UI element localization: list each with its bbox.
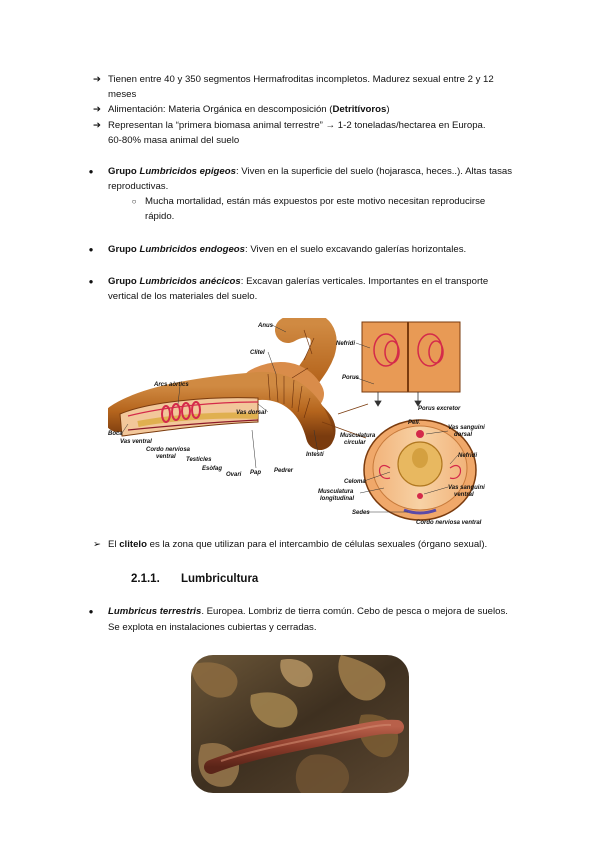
- label-pap: Pap: [250, 470, 262, 476]
- list-item: [108, 73, 494, 87]
- group-text: : Viven en la superficie del suelo (hojarasca, heces..). Altas tasas: [235, 166, 513, 177]
- label-musc-circular: Musculatura: [340, 433, 376, 439]
- group-name: Lumbricidos anécicos: [139, 276, 241, 287]
- label-musc-long: Musculatura: [318, 489, 354, 495]
- group-anecicos: [108, 275, 488, 289]
- label-ovari: Ovari: [226, 472, 242, 478]
- sub-bullet: ○: [131, 197, 137, 206]
- list-item-text: Representan la “primera biomasa animal terrestre” → 1-2 toneladas/hectarea en Europa.: [108, 120, 486, 131]
- group-text: reproductivas.: [108, 181, 169, 192]
- clitelo-note: [108, 538, 487, 552]
- label-nefridi-right: Nefridi: [458, 453, 478, 459]
- label-porus-excretor: Porus excretor: [418, 406, 461, 412]
- section-heading: [131, 572, 259, 586]
- excretory-pore-arrows: [375, 392, 421, 406]
- lumbricus-text: . Europea. Lombriz de tierra común. Cebo de pesca o mejora de suelos.: [201, 606, 508, 617]
- group-name: Lumbricidos endogeos: [139, 244, 245, 255]
- label-cordo-nerviosa-ventral: Cordo nerviosa ventral: [416, 520, 482, 526]
- label-vas-sanguini-ventral-2: ventral: [454, 492, 474, 498]
- cross-section-typhlosole: [412, 448, 428, 468]
- sub-item-text: Mucha mortalidad, están más expuestos por este motivo necesitan reproducirse: [145, 196, 486, 207]
- group-label: Grupo: [108, 166, 140, 177]
- label-vas-sanguini-dorsal-2: dorsal: [454, 432, 473, 438]
- arrow-bullet: ➔: [92, 120, 102, 131]
- bullet-dot: ●: [88, 245, 94, 254]
- label-clitel: Clitel: [250, 350, 265, 356]
- list-item-bold: Detritívoros: [332, 104, 387, 115]
- bullet-dot: ●: [88, 167, 94, 176]
- label-arcs: Arcs aòrtics: [154, 382, 189, 388]
- label-testicles: Testicles: [186, 457, 212, 463]
- label-musc-circular-2: circular: [344, 440, 366, 446]
- label-pedrer: Pedrer: [274, 468, 294, 474]
- list-item-text: ): [386, 104, 390, 115]
- section-number: 2.1.1.: [131, 573, 160, 585]
- label-vas-dorsal: Vas dorsal: [236, 410, 267, 416]
- label-porus: Porus: [342, 375, 360, 381]
- lumbricus-continuation: [108, 621, 317, 635]
- arrowhead-bullet: ➢: [92, 539, 102, 550]
- label-esofag: Esòfag: [202, 466, 223, 472]
- section-connector: [338, 404, 368, 414]
- group-epigeos: [108, 165, 512, 179]
- label-nefridi-top: Nefridi: [336, 341, 356, 347]
- lumbricus-name: Lumbricus terrestris: [108, 606, 202, 617]
- bullet-dot: ●: [88, 607, 94, 616]
- label-sedes: Sedes: [352, 510, 370, 516]
- list-item-text: Tienen entre 40 y 350 segmentos Hermafroditas incompletos. Madurez sexual entre 2 y 12: [108, 74, 494, 85]
- group-label: Grupo: [108, 244, 140, 255]
- list-item: [108, 103, 390, 117]
- earthworm-anatomy-figure: [108, 318, 500, 530]
- label-vas-ventral: Vas ventral: [120, 439, 152, 445]
- group-text: vertical de los materiales del suelo.: [108, 291, 258, 302]
- list-item-text: Alimentación: Materia Orgánica en descomposición (: [108, 104, 333, 115]
- group-anecicos-continuation: [108, 290, 257, 304]
- arrow-bullet: ➔: [92, 74, 102, 85]
- label-anus: Anus: [258, 323, 273, 329]
- label-celoma: Celoma: [344, 479, 366, 485]
- sub-item-continuation: [145, 210, 174, 224]
- clitelo-bold: clitelo: [119, 539, 147, 550]
- group-text: : Excavan galerías verticales. Importantes en el transporte: [240, 276, 489, 287]
- group-endogeos: [108, 243, 466, 257]
- arrow-bullet: ➔: [92, 104, 102, 115]
- label-musc-long-2: longitudinal: [320, 496, 354, 502]
- label-vas-sanguini-ventral: Vas sanguini: [448, 485, 485, 491]
- section-title: Lumbricultura: [181, 573, 259, 585]
- label-cordo-nerviosa: Cordo nerviosa: [146, 447, 191, 453]
- nephridia-inset: [362, 322, 460, 392]
- sub-item-text: rápido.: [145, 211, 175, 222]
- list-item-continuation: [108, 88, 136, 102]
- label-cordo-nerviosa-2: ventral: [156, 454, 176, 460]
- lumbricus-text: Se explota en instalaciones cubiertas y cerradas.: [108, 622, 317, 633]
- bullet-dot: ●: [88, 277, 94, 286]
- list-item: [108, 119, 486, 133]
- cross-section-ventral-vessel: [417, 493, 423, 499]
- label-pell: Pell: [408, 420, 419, 426]
- list-item-text: meses: [108, 89, 137, 100]
- clitelo-text: es la zona que utilizan para el intercambio de células sexuales (órgano sexual).: [146, 539, 488, 550]
- lumbricus-item: [108, 605, 508, 619]
- list-item-text: 60-80% masa animal del suelo: [108, 135, 240, 146]
- cross-section-dorsal-vessel: [416, 430, 424, 438]
- label-boca: Boca: [108, 431, 123, 437]
- group-label: Grupo: [108, 276, 140, 287]
- group-epigeos-continuation: [108, 180, 168, 194]
- group-name: Lumbricidos epigeos: [139, 166, 236, 177]
- clitelo-text: El: [108, 539, 120, 550]
- label-intesti: Intestí: [306, 452, 324, 458]
- label-vas-sanguini-dorsal: Vas sanguini: [448, 425, 485, 431]
- group-text: : Viven en el suelo excavando galerías horizontales.: [245, 244, 467, 255]
- sub-item: [145, 195, 485, 209]
- list-item-continuation: [108, 134, 239, 148]
- earthworm-photo: [191, 655, 409, 793]
